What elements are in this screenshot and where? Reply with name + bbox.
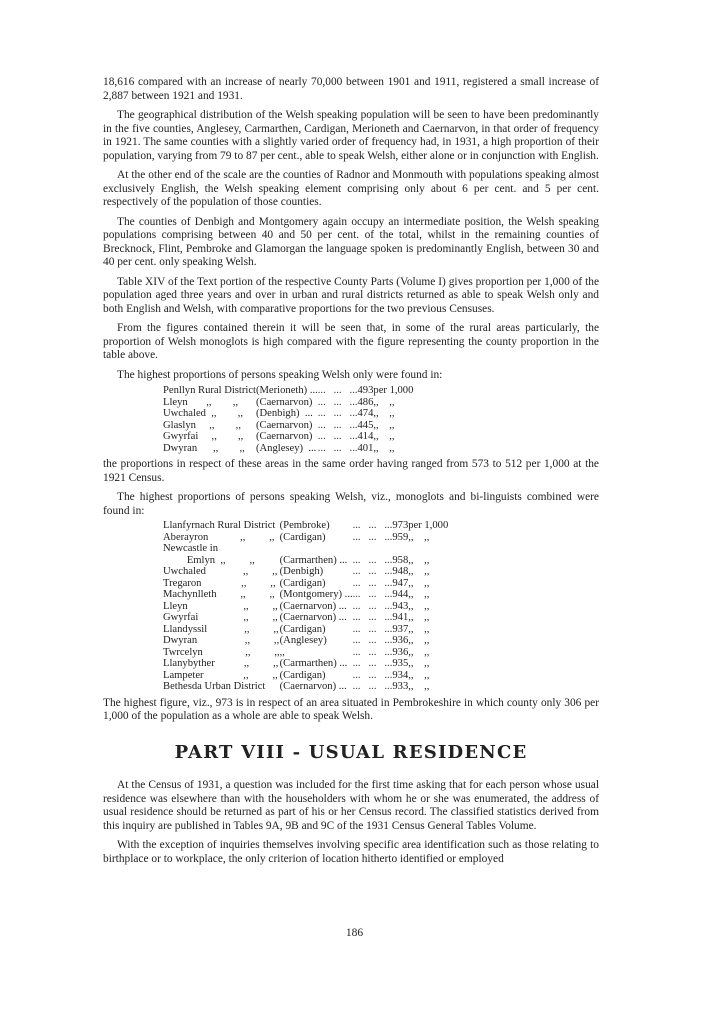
rate-unit: ,, ,, — [408, 577, 430, 589]
table-row — [163, 589, 448, 601]
list1-after: the proportions in respect of these areas in the same order having ranged from 573 to 512 per 1,000 at the 1921 Census. — [103, 458, 599, 484]
rate-unit: ,, ,, — [408, 554, 430, 566]
paragraph: With the exception of inquiries themselves involving specific area identification such as those relating to birthplace or to workplace, the only criterion of location hitherto identified or employed — [103, 839, 599, 865]
county-name: (Carmarthen) ... — [279, 554, 348, 566]
rate-unit: per 1,000 — [373, 385, 414, 396]
list1-intro: The highest proportions of persons speaking Welsh only were found in: — [117, 368, 443, 381]
county-name: (Cardigan) — [279, 531, 326, 543]
rate-value: 936 — [392, 635, 409, 646]
district-name: Twrcelyn ,, ,, — [163, 646, 280, 658]
district-name: Llandyssil ,, ,, — [163, 623, 279, 635]
rate-value: 933 — [392, 681, 409, 692]
rate-unit: ,, ,, — [408, 681, 430, 692]
rate-value: 934 — [392, 669, 409, 681]
table-row — [163, 635, 448, 647]
rate-unit: ,, ,, — [408, 669, 430, 681]
rate-value: 474 — [357, 408, 374, 419]
table-row — [163, 647, 448, 659]
rate-value: 401 — [357, 442, 374, 454]
district-name: Bethesda Urban District — [163, 681, 266, 692]
table-row — [163, 431, 413, 443]
county-name: (Cardigan) — [279, 577, 326, 589]
leader-dots: ... ... ... — [352, 623, 393, 635]
rate-value: 936 — [392, 646, 409, 658]
district-name: Newcastle in — [163, 543, 219, 554]
county-name: (Cardigan) — [279, 623, 326, 635]
rate-unit: ,, ,, — [408, 635, 430, 646]
county-name: (Carmarthen) ... — [279, 658, 348, 669]
paragraph: 18,616 compared with an increase of nearly 70,000 between 1901 and 1911, registered a small increase of 2,887 between 1921 and 1931. — [103, 76, 599, 102]
rate-unit: ,, ,, — [408, 566, 430, 577]
page-body — [103, 76, 599, 872]
table-row — [163, 543, 448, 555]
leader-dots: ... ... ... — [352, 612, 393, 623]
rate-value: 935 — [392, 658, 409, 669]
rate-unit: ,, ,, — [373, 431, 395, 442]
table-row — [163, 532, 448, 544]
leader-dots: ... ... ... — [352, 635, 393, 646]
table-row — [163, 408, 413, 420]
district-name: Dwyran ,, ,, — [163, 635, 280, 646]
paragraph: The geographical distribution of the Welsh speaking population will be seen to have been predominantly in the five counties, Anglesey, Carmarthen, Cardigan, Merioneth and Caernarvon, in that order of frequency in 1921. The same counties with a slightly varied order of frequency had, in 1931, a high proportion of their population, varying from 79 to 87 per cent., able to speak Welsh, either alone or in conjunction with English. — [103, 109, 599, 162]
rate-unit — [408, 543, 448, 555]
leader-dots: ... ... ... — [352, 531, 393, 543]
leader-dots: ... ... ... — [317, 442, 358, 454]
rate-value: 937 — [392, 623, 409, 635]
rate-value: 944 — [392, 589, 409, 600]
county-name: ,, — [279, 646, 285, 658]
county-name: (Anglesey) — [279, 635, 327, 646]
welsh-combined-table — [163, 520, 448, 693]
leader-dots: ... ... ... — [317, 431, 358, 442]
county-name: (Montgomery) ... — [279, 589, 353, 600]
county-name — [280, 543, 353, 555]
leader-dots: ... ... ... — [352, 566, 393, 577]
district-name: Llanybyther ,, ,, — [163, 658, 279, 669]
rate-value: 943 — [392, 600, 409, 612]
district-name: Gwyrfai ,, ,, — [163, 431, 244, 442]
leader-dots: ... ... ... — [352, 600, 393, 612]
table-row — [163, 658, 448, 670]
rate-unit: ,, ,, — [408, 646, 430, 658]
leader-dots: ... ... ... — [317, 396, 358, 408]
rate-unit: ,, ,, — [408, 589, 430, 600]
district-name: Llanfyrnach Rural District — [163, 520, 276, 531]
district-name: Gwyrfai ,, ,, — [163, 612, 278, 623]
paragraph: From the figures contained therein it will be seen that, in some of the rural areas particularly, the proportion of Welsh monoglots is high compared with the figure representing the county proportion in the table above. — [103, 322, 599, 361]
district-name: Aberayron ,, ,, — [163, 531, 275, 543]
table-row — [163, 601, 448, 613]
district-name: Lampeter ,, ,, — [163, 669, 278, 681]
paragraph: Table XIV of the Text portion of the respective County Parts (Volume I) gives proportion per 1,000 of the population aged three years and over in urban and rural districts returned as able to speak Welsh only and both English and Welsh, with comparative proportions for the two previous Censuses. — [103, 275, 599, 315]
district-name: Penllyn Rural District — [163, 385, 256, 396]
leader-dots: ... ... ... — [317, 408, 358, 419]
rate-value: 941 — [392, 612, 409, 623]
rate-value: 493 — [357, 385, 374, 396]
rate-unit: per 1,000 — [408, 520, 449, 531]
leader-dots: ... ... ... — [352, 520, 393, 531]
county-name: (Caernarvon) — [255, 431, 313, 442]
table-row — [163, 385, 413, 397]
rate-unit: ,, ,, — [373, 396, 395, 408]
list2-after: The highest figure, viz., 973 is in respect of an area situated in Pembrokeshire in which county only 306 per 1,000 of the population as a whole are able to speak Welsh. — [103, 696, 599, 722]
district-name: Lleyn ,, ,, — [163, 600, 278, 612]
county-name: (Anglesey) ... — [255, 442, 317, 454]
rate-unit: ,, ,, — [373, 442, 395, 454]
table-row — [163, 520, 448, 532]
district-name: Lleyn ,, ,, — [163, 396, 239, 408]
table-row — [163, 555, 448, 567]
leader-dots: ... ... ... — [352, 681, 393, 692]
rate-unit: ,, ,, — [408, 600, 430, 612]
table-row — [163, 670, 448, 682]
leader-dots: ... ... ... — [352, 577, 393, 589]
rate-value: 973 — [392, 520, 409, 531]
leader-dots: ... ... ... — [352, 554, 393, 566]
rate-unit: ,, ,, — [373, 408, 395, 419]
top-paragraphs — [103, 76, 599, 363]
county-name: (Caernarvon) ... — [279, 681, 347, 692]
bottom-paragraphs — [103, 779, 599, 866]
leader-dots: ... ... ... — [317, 385, 358, 396]
district-name: Dwyran ,, ,, — [163, 442, 245, 454]
rate-value: 948 — [392, 566, 409, 577]
rate-unit: ,, ,, — [373, 419, 395, 431]
table-row — [163, 624, 448, 636]
leader-dots: ... ... ... — [352, 646, 393, 658]
table-row — [163, 397, 413, 409]
county-name: (Cardigan) — [279, 669, 326, 681]
rate-value: 947 — [392, 577, 409, 589]
table-row — [163, 578, 448, 590]
paragraph: At the Census of 1931, a question was included for the first time asking that for each person whose usual residence was elsewhere than with the householders with whom he or she was enumerated, the address of usual residence should be returned as part of his or her Census record. The classified statistics derived from this inquiry are published in Tables 9A, 9B and 9C of the 1931 Census General Tables Volume. — [103, 779, 599, 832]
leader-dots: ... ... ... — [352, 658, 393, 669]
rate-unit: ,, ,, — [408, 531, 430, 543]
table-row — [163, 566, 448, 578]
district-name: Uwchaled ,, ,, — [163, 566, 278, 577]
list2-intro: The highest proportions of persons speaking Welsh, viz., monoglots and bi-linguists combined were found in: — [103, 491, 599, 517]
table-row — [163, 420, 413, 432]
welsh-only-table — [163, 385, 413, 454]
rate-value: 959 — [392, 531, 409, 543]
county-name: (Caernarvon) ... — [279, 612, 347, 623]
rate-value: 486 — [357, 396, 374, 408]
table-row — [163, 681, 448, 693]
county-name: (Denbigh) — [279, 566, 324, 577]
page-number: 186 — [345, 927, 364, 939]
district-name: Tregaron ,, ,, — [163, 577, 276, 589]
table-row — [163, 612, 448, 624]
district-name: Machynlleth ,, ,, — [163, 589, 275, 600]
district-name: Uwchaled ,, ,, — [163, 408, 244, 419]
rate-value — [392, 543, 408, 555]
leader-dots: ... ... ... — [352, 669, 393, 681]
paragraph: At the other end of the scale are the counties of Radnor and Monmouth with populations speaking almost exclusively English, the Welsh speaking element comprising only about 6 per cent. and 5 per cent. respectively of the population of those counties. — [103, 169, 599, 208]
rate-unit: ,, ,, — [408, 623, 430, 635]
rate-value: 958 — [392, 554, 409, 566]
leader-dots — [353, 543, 393, 555]
rate-value: 414 — [357, 431, 374, 442]
leader-dots: ... ... ... — [352, 589, 393, 600]
rate-unit: ,, ,, — [408, 658, 430, 669]
county-name: (Caernarvon) — [255, 419, 313, 431]
rate-value: 445 — [357, 419, 374, 431]
leader-dots: ... ... ... — [317, 419, 358, 431]
district-name: Glaslyn ,, ,, — [163, 419, 241, 431]
county-name: (Pembroke) — [279, 520, 330, 531]
county-name: (Merioneth) ... — [255, 385, 318, 396]
county-name: (Caernarvon) — [255, 396, 313, 408]
county-name: (Caernarvon) ... — [279, 600, 347, 612]
district-name: Emlyn ,, ,, — [163, 554, 255, 566]
paragraph: The counties of Denbigh and Montgomery again occupy an intermediate position, the Welsh speaking populations comprising between 40 and 50 per cent. of the total, whilst in the remaining counties of Brecknock, Flint, Pembroke and Glamorgan the language spoken is predominantly English, between 30 and 40 per cent. only speaking Welsh. — [103, 215, 599, 268]
county-name: (Denbigh) ... — [255, 408, 313, 419]
rate-unit: ,, ,, — [408, 612, 430, 623]
part-heading: PART VIII - USUAL RESIDENCE — [174, 741, 528, 763]
table-row — [163, 443, 413, 455]
